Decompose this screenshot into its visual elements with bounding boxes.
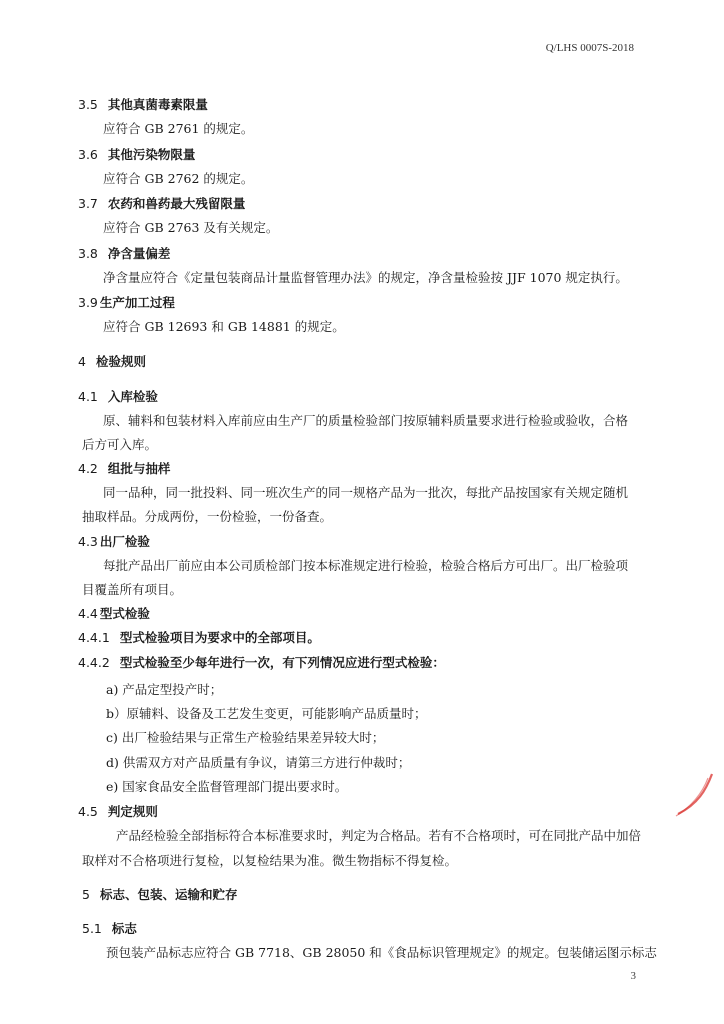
paragraph-line: 后方可入库。 bbox=[82, 437, 158, 452]
section-heading-3-7: 3.7 农药和兽药最大残留限量 bbox=[78, 196, 246, 211]
section-heading-4-4-2: 4.4.2 型式检验至少每年进行一次，有下列情况应进行型式检验： bbox=[78, 655, 445, 670]
paragraph-line: 应符合 GB 2761 的规定。 bbox=[103, 121, 254, 136]
section-heading-4-5: 4.5 判定规则 bbox=[78, 804, 158, 819]
list-item: e) 国家食品安全监督管理部门提出要求时。 bbox=[106, 779, 348, 794]
paragraph-line: 应符合 GB 12693 和 GB 14881 的规定。 bbox=[103, 319, 345, 334]
section-heading-4-3: 4.3 出厂检验 bbox=[78, 534, 150, 549]
paragraph-line: 每批产品出厂前应由本公司质检部门按本标准规定进行检验，检验合格后方可出厂。出厂检验项 bbox=[103, 558, 629, 573]
section-heading-3-9: 3.9 生产加工过程 bbox=[78, 295, 175, 310]
paragraph-line: 应符合 GB 2763 及有关规定。 bbox=[103, 220, 279, 235]
paragraph-line: 原、辅料和包装材料入库前应由生产厂的质量检验部门按原辅料质量要求进行检验或验收，合格 bbox=[103, 413, 629, 428]
section-heading-3-6: 3.6 其他污染物限量 bbox=[78, 147, 196, 162]
paragraph-line: 净含量应符合《定量包装商品计量监督管理办法》的规定，净含量检验按 JJF 1070 规定执行。 bbox=[103, 270, 628, 285]
section-heading-4-1: 4.1 入库检验 bbox=[78, 389, 158, 404]
list-item: a) 产品定型投产时； bbox=[106, 682, 223, 697]
section-heading-5: 5 标志、包装、运输和贮存 bbox=[82, 887, 238, 902]
section-heading-4-2: 4.2 组批与抽样 bbox=[78, 461, 171, 476]
section-heading-4-4-1: 4.4.1 型式检验项目为要求中的全部项目。 bbox=[78, 630, 320, 645]
paragraph-line: 应符合 GB 2762 的规定。 bbox=[103, 171, 254, 186]
paragraph-line: 产品经检验全部指标符合本标准要求时，判定为合格品。若有不合格项时，可在同批产品中加倍 bbox=[116, 828, 642, 843]
paragraph-line: 预包装产品标志应符合 GB 7718、GB 28050 和《食品标识管理规定》的规定。包装储运图示标志 bbox=[106, 945, 657, 960]
section-heading-3-5: 3.5 其他真菌毒素限量 bbox=[78, 97, 208, 112]
paragraph-line: 同一品种，同一批投料、同一班次生产的同一规格产品为一批次，每批产品按国家有关规定随机 bbox=[103, 485, 629, 500]
section-heading-5-1: 5.1 标志 bbox=[82, 921, 137, 936]
section-heading-3-8: 3.8 净含量偏差 bbox=[78, 246, 171, 261]
paragraph-line: 目覆盖所有项目。 bbox=[82, 582, 183, 597]
paragraph-line: 抽取样品。分成两份，一份检验，一份备查。 bbox=[82, 509, 333, 524]
paragraph-line: 取样对不合格项进行复检，以复检结果为准。微生物指标不得复检。 bbox=[82, 853, 458, 868]
document-number: Q/LHS 0007S-2018 bbox=[545, 42, 634, 54]
section-heading-4-4: 4.4 型式检验 bbox=[78, 606, 150, 621]
stamp-mark-icon bbox=[672, 770, 716, 830]
list-item: b）原辅料、设备及工艺发生变更，可能影响产品质量时； bbox=[106, 706, 427, 721]
list-item: c) 出厂检验结果与正常生产检验结果差异较大时； bbox=[106, 730, 385, 745]
page-number: 3 bbox=[630, 970, 636, 982]
section-heading-4: 4 检验规则 bbox=[78, 354, 146, 369]
list-item: d) 供需双方对产品质量有争议，请第三方进行仲裁时； bbox=[106, 755, 411, 770]
